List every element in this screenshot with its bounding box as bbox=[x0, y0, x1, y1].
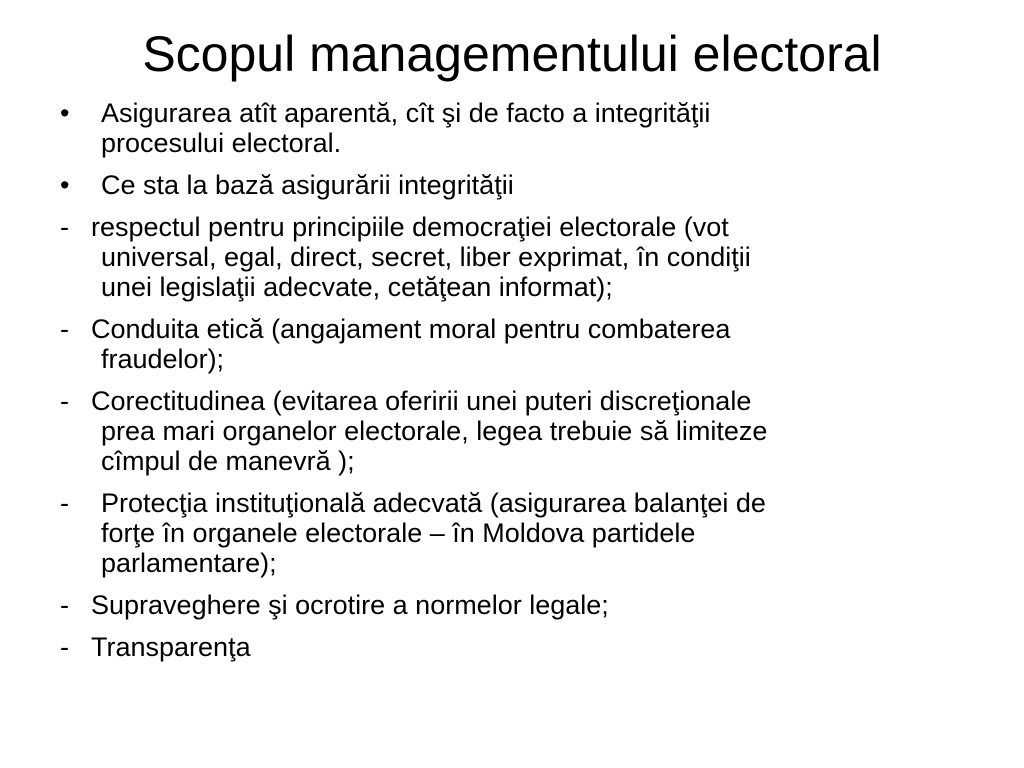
list-item bbox=[58, 212, 958, 302]
dash-marker: - bbox=[60, 212, 69, 242]
slide-title: Scopul managementului electoral bbox=[142, 26, 882, 82]
item-text-line: Protecţia instituţională adecvată (asigurarea balanţei de bbox=[101, 488, 766, 518]
list-item bbox=[58, 632, 958, 662]
dash-marker: - bbox=[60, 386, 69, 416]
dash-marker: - bbox=[60, 632, 69, 662]
bullet-marker: • bbox=[60, 98, 70, 128]
item-text-line: Corectitudinea (evitarea oferirii unei puteri discreţionale bbox=[91, 386, 752, 416]
item-text-line: prea mari organelor electorale, legea trebuie să limiteze bbox=[101, 416, 768, 446]
bullet-marker: • bbox=[60, 170, 70, 200]
list-item bbox=[58, 488, 958, 578]
dash-marker: - bbox=[60, 488, 69, 518]
item-text-line: forţe în organele electorale – în Moldova partidele bbox=[101, 518, 696, 548]
list-item bbox=[58, 314, 958, 374]
list-item bbox=[58, 386, 958, 476]
dash-marker: - bbox=[60, 590, 69, 620]
item-text-line: procesului electoral. bbox=[101, 128, 342, 158]
item-text-line: Ce sta la bază asigurării integrităţii bbox=[101, 170, 514, 200]
bullet-list bbox=[58, 98, 958, 674]
item-text-line: Asigurarea atît aparentă, cît şi de facto a integrităţii bbox=[101, 98, 711, 128]
item-text-line: parlamentare); bbox=[101, 548, 277, 578]
list-item bbox=[58, 170, 958, 200]
item-text-line: Transparenţa bbox=[91, 632, 251, 662]
list-item bbox=[58, 590, 958, 620]
item-text-line: cîmpul de manevră ); bbox=[101, 446, 355, 476]
list-item bbox=[58, 98, 958, 158]
item-text-line: Conduita etică (angajament moral pentru combaterea bbox=[91, 314, 731, 344]
item-text-line: Supraveghere şi ocrotire a normelor legale; bbox=[91, 590, 609, 620]
dash-marker: - bbox=[60, 314, 69, 344]
item-text-line: universal, egal, direct, secret, liber exprimat, în condiţii bbox=[101, 242, 751, 272]
item-text-line: unei legislaţii adecvate, cetăţean informat); bbox=[101, 272, 613, 302]
item-text-line: fraudelor); bbox=[101, 344, 225, 374]
item-text-line: respectul pentru principiile democraţiei electorale (vot bbox=[91, 212, 729, 242]
